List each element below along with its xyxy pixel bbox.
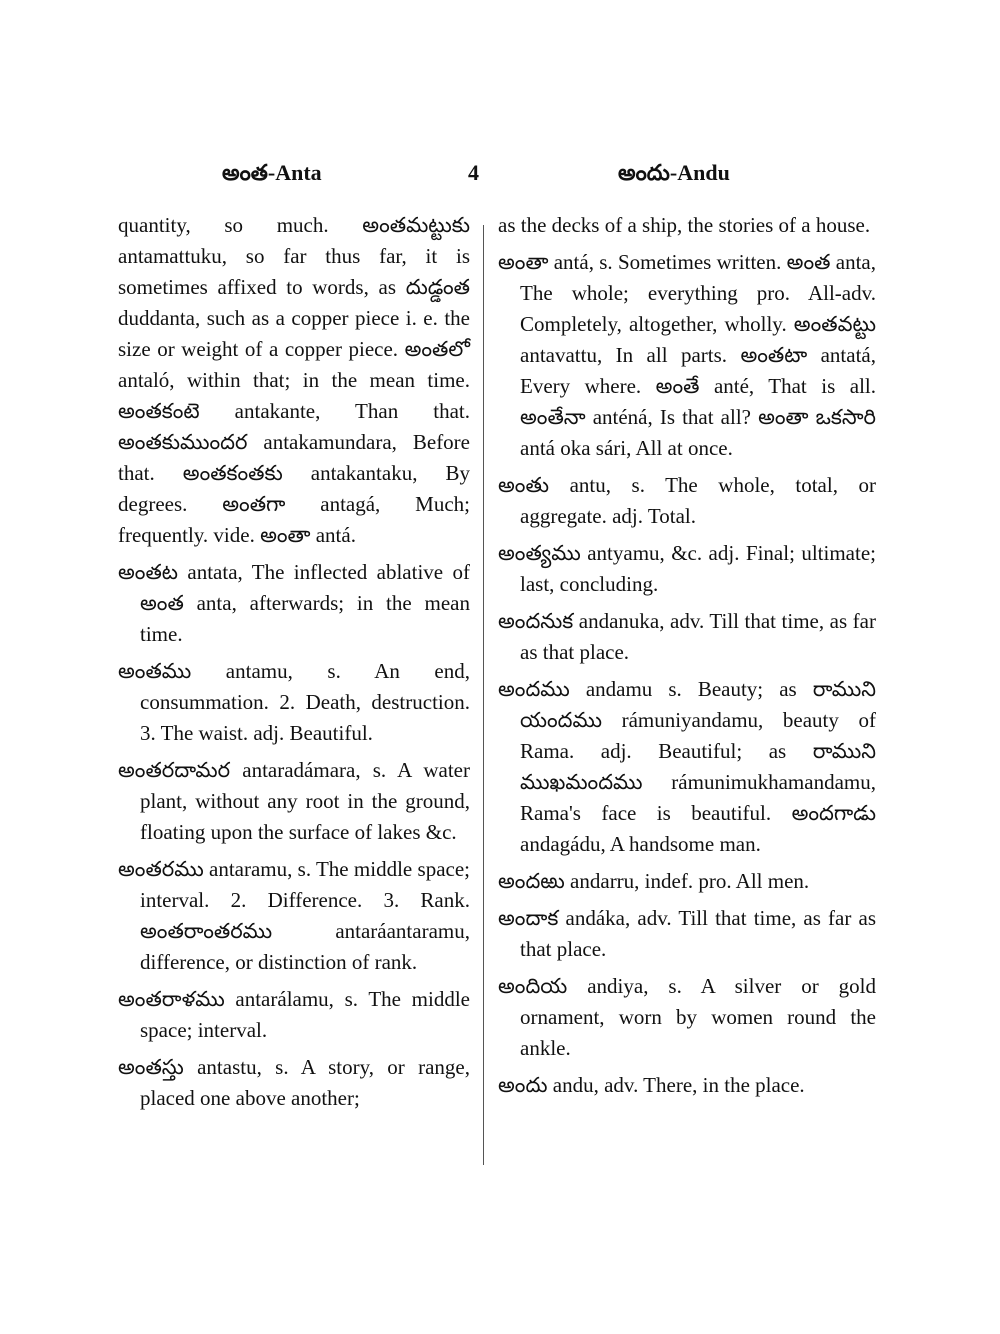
dictionary-entry: అంతరదామర antaradámara, s. A water plant, without any root in the ground, floating upon the surface of lakes &c. bbox=[118, 758, 470, 844]
column-divider bbox=[483, 225, 484, 1165]
left-column bbox=[118, 210, 470, 1120]
dictionary-entry: అంతా antá, s. Sometimes written. అంత anta, The whole; everything pro. All-adv. Completely, altogether, wholly. అంతవట్టు antavattu, In all parts. అంతటా antatá, Every where. అంతే anté, That is all. అంతేనా anténá, Is that all? అంతా ఒకసారి antá oka sári, All at once. bbox=[498, 250, 876, 460]
dictionary-entry: అంతము antamu, s. An end, consummation. 2. Death, destruction. 3. The waist. adj. Beautiful. bbox=[118, 659, 470, 745]
dictionary-entry: quantity, so much. అంతమట్టుకు antamattuku, so far thus far, it is sometimes affixed to words, as దుడ్డంత duddanta, such as a copper piece i. e. the size or weight of a copper piece. అంతలో antaló, within that; in the mean time. అంతకంటె antakante, Than that. అంతకుముందర antakamundara, Before that. అంతకంతకు antakantaku, By degrees. అంతగా antagá, Much; frequently. vide. అంతా antá. bbox=[118, 213, 470, 547]
page-number: 4 bbox=[468, 160, 479, 185]
dictionary-entry: అందఱు andarru, indef. pro. All men. bbox=[498, 869, 810, 893]
dictionary-entry: అందనుక andanuka, adv. Till that time, as far as that place. bbox=[498, 609, 876, 664]
dictionary-entry: అందము andamu s. Beauty; as రాముని యందము rámuniyandamu, beauty of Rama. adj. Beautiful; as రాముని ముఖమందము rámunimukhamandamu, Rama's face is beautiful. అందగాడు andagádu, A handsome man. bbox=[498, 677, 876, 856]
header-left-guide-word: అంత-Anta bbox=[222, 160, 322, 185]
dictionary-entry: అంత్యము antyamu, &c. adj. Final; ultimate; last, concluding. bbox=[498, 541, 876, 596]
header-right-guide-word: అందు-Andu bbox=[618, 160, 730, 185]
dictionary-entry: అంతరము antaramu, s. The middle space; interval. 2. Difference. 3. Rank. అంతరాంతరము antaráantaramu, difference, or distinction of rank. bbox=[118, 857, 470, 974]
dictionary-entry: అందు andu, adv. There, in the place. bbox=[498, 1073, 805, 1097]
page-header bbox=[0, 160, 1000, 190]
dictionary-entry: as the decks of a ship, the stories of a house. bbox=[498, 213, 871, 237]
dictionary-entry: అంతట antata, The inflected ablative of అంత anta, afterwards; in the mean time. bbox=[118, 560, 470, 646]
dictionary-entry: అంతస్తు antastu, s. A story, or range, placed one above another; bbox=[118, 1055, 470, 1110]
dictionary-entry: అంతరాళము antarálamu, s. The middle space; interval. bbox=[118, 987, 470, 1042]
dictionary-entry: అందాక andáka, adv. Till that time, as far as that place. bbox=[498, 906, 876, 961]
right-column bbox=[498, 210, 876, 1107]
dictionary-entry: అంతు antu, s. The whole, total, or aggregate. adj. Total. bbox=[498, 473, 876, 528]
dictionary-entry: అందియ andiya, s. A silver or gold ornament, worn by women round the ankle. bbox=[498, 974, 876, 1060]
